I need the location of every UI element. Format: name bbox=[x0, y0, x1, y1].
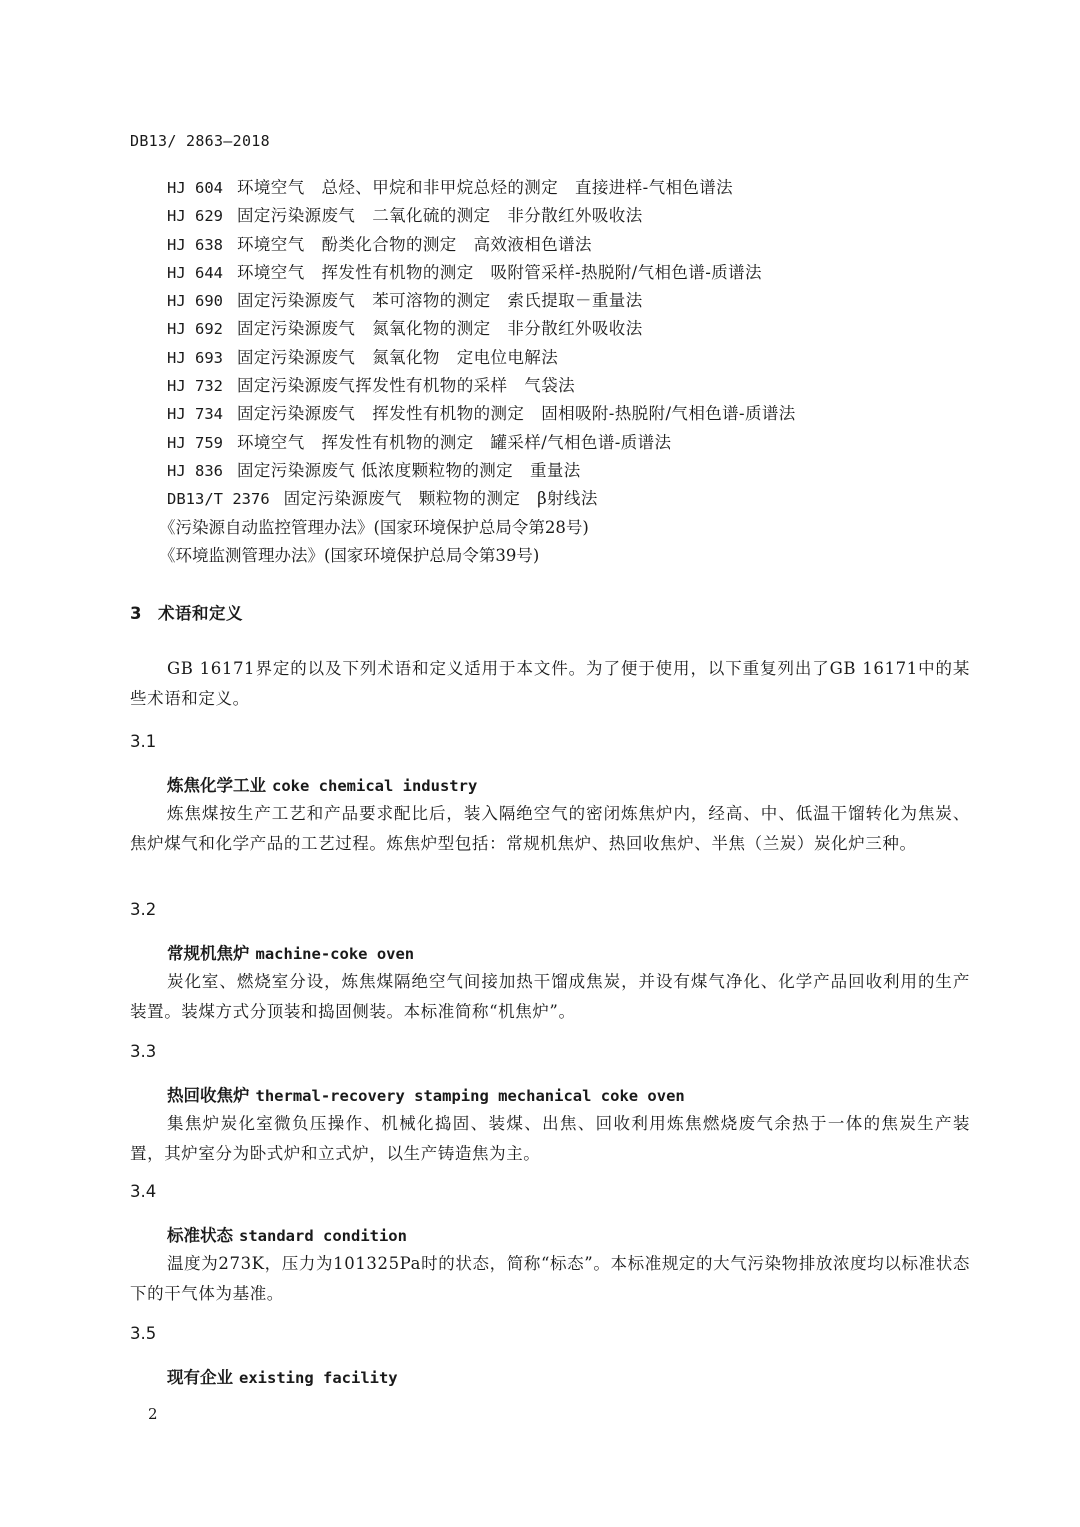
section-number: 3 bbox=[130, 604, 142, 623]
reference-code: HJ 604 bbox=[167, 179, 223, 197]
term-entry bbox=[130, 1181, 970, 1309]
reference-title: 固定污染源废气 低浓度颗粒物的测定 重量法 bbox=[237, 460, 581, 480]
term-entry bbox=[130, 1041, 970, 1169]
term-entry bbox=[130, 899, 970, 1027]
reference-code: HJ 692 bbox=[167, 320, 223, 339]
reference-item bbox=[167, 259, 1027, 287]
term-title bbox=[167, 941, 970, 967]
standard-code-header: DB13/ 2863—2018 bbox=[130, 132, 270, 150]
reference-title: 环境空气 总烃、甲烷和非甲烷总烃的测定 直接进样-气相色谱法 bbox=[237, 178, 734, 197]
reference-code: HJ 693 bbox=[167, 348, 223, 367]
term-english-name: existing facility bbox=[239, 1369, 398, 1387]
term-chinese-name: 炼焦化学工业 bbox=[167, 776, 266, 795]
regulation-item: 《环境监测管理办法》(国家环境保护总局令第39号) bbox=[159, 545, 540, 565]
reference-item bbox=[167, 315, 1027, 343]
reference-title: 环境空气 挥发性有机物的测定 罐采样/气相色谱-质谱法 bbox=[237, 432, 672, 452]
normative-references-list bbox=[159, 174, 1027, 570]
section-heading bbox=[130, 600, 243, 624]
term-chinese-name: 热回收焦炉 bbox=[167, 1086, 250, 1105]
reference-code: HJ 629 bbox=[167, 207, 223, 226]
reference-code: HJ 836 bbox=[167, 461, 223, 480]
reference-code: HJ 638 bbox=[167, 235, 223, 254]
reference-title: 固定污染源废气 苯可溶物的测定 索氏提取－重量法 bbox=[237, 291, 643, 311]
reference-title: 固定污染源废气 氮氧化物 定电位电解法 bbox=[237, 347, 559, 367]
term-english-name: machine-coke oven bbox=[255, 945, 415, 963]
term-english-name: standard condition bbox=[239, 1227, 407, 1245]
term-entry bbox=[130, 1323, 970, 1391]
reference-code: HJ 759 bbox=[167, 433, 223, 452]
term-number: 3.5 bbox=[130, 1324, 157, 1343]
reference-item bbox=[167, 174, 1027, 202]
reference-item bbox=[167, 372, 1027, 400]
reference-code: HJ 734 bbox=[167, 405, 223, 424]
reference-title: 固定污染源废气 二氧化硫的测定 非分散红外吸收法 bbox=[237, 206, 643, 226]
term-number: 3.4 bbox=[130, 1182, 157, 1201]
reference-title: 环境空气 挥发性有机物的测定 吸附管采样-热脱附/气相色谱-质谱法 bbox=[237, 262, 762, 282]
section-intro-paragraph: GB 16171界定的以及下列术语和定义适用于本文件。为了便于使用，以下重复列出了GB 16171中的某些术语和定义。 bbox=[130, 659, 970, 708]
reference-title: 固定污染源废气 挥发性有机物的测定 固相吸附-热脱附/气相色谱-质谱法 bbox=[237, 404, 796, 424]
reference-title: 固定污染源废气 颗粒物的测定 β射线法 bbox=[283, 489, 598, 509]
regulation-item: 《污染源自动监控管理办法》(国家环境保护总局令第28号) bbox=[159, 517, 589, 537]
term-english-name: coke chemical industry bbox=[272, 777, 478, 795]
reference-item bbox=[167, 429, 1027, 457]
term-number: 3.3 bbox=[130, 1042, 157, 1061]
reference-code: HJ 644 bbox=[167, 263, 223, 282]
reference-title: 固定污染源废气挥发性有机物的采样 气袋法 bbox=[237, 376, 575, 396]
term-title bbox=[167, 1365, 970, 1391]
term-chinese-name: 常规机焦炉 bbox=[167, 944, 250, 963]
term-number: 3.1 bbox=[130, 732, 157, 751]
reference-item bbox=[167, 457, 1027, 485]
section-title: 术语和定义 bbox=[157, 604, 243, 623]
reference-item bbox=[167, 485, 1027, 513]
term-chinese-name: 标准状态 bbox=[167, 1226, 233, 1245]
reference-item bbox=[167, 400, 1027, 428]
term-number: 3.2 bbox=[130, 900, 157, 919]
term-chinese-name: 现有企业 bbox=[167, 1368, 233, 1387]
term-english-name: thermal-recovery stamping mechanical coke oven bbox=[255, 1087, 685, 1105]
reference-title: 环境空气 酚类化合物的测定 高效液相色谱法 bbox=[237, 234, 592, 254]
term-definition: 集焦炉炭化室微负压操作、机械化捣固、装煤、出焦、回收利用炼焦燃烧废气余热于一体的焦炭生产装置，其炉室分为卧式炉和立式炉，以生产铸造焦为主。 bbox=[130, 1114, 970, 1163]
term-entry bbox=[130, 731, 970, 859]
reference-code: HJ 732 bbox=[167, 377, 223, 396]
term-title bbox=[167, 1083, 970, 1109]
term-title bbox=[167, 1223, 970, 1249]
page-number: 2 bbox=[148, 1405, 158, 1423]
term-title bbox=[167, 773, 970, 799]
term-definition: 炼焦煤按生产工艺和产品要求配比后，装入隔绝空气的密闭炼焦炉内，经高、中、低温干馏转化为焦炭、焦炉煤气和化学产品的工艺过程。炼焦炉型包括：常规机焦炉、热回收焦炉、半焦（兰炭）炭化炉三种。 bbox=[130, 804, 970, 853]
reference-item bbox=[167, 287, 1027, 315]
reference-item bbox=[167, 231, 1027, 259]
term-definition: 炭化室、燃烧室分设，炼焦煤隔绝空气间接加热干馏成焦炭，并设有煤气净化、化学产品回收利用的生产装置。装煤方式分顶装和捣固侧装。本标准简称“机焦炉”。 bbox=[130, 972, 970, 1021]
reference-code: DB13/T 2376 bbox=[167, 490, 270, 509]
reference-code: HJ 690 bbox=[167, 292, 223, 311]
reference-title: 固定污染源废气 氮氧化物的测定 非分散红外吸收法 bbox=[237, 319, 643, 339]
reference-item bbox=[167, 344, 1027, 372]
reference-item bbox=[167, 202, 1027, 230]
term-definition: 温度为273K，压力为101325Pa时的状态，简称“标态”。本标准规定的大气污染物排放浓度均以标准状态下的干气体为基准。 bbox=[130, 1254, 970, 1303]
